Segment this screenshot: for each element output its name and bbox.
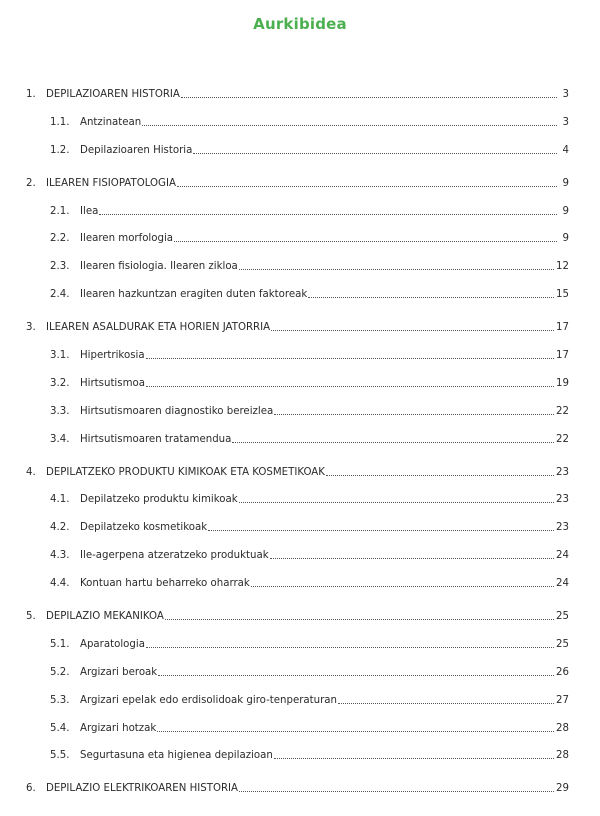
toc-entry-page-number: 3 xyxy=(562,89,569,100)
toc-entry-number: 2.4. xyxy=(50,289,70,301)
dot-leader xyxy=(270,549,554,559)
toc-entry-page-number: 22 xyxy=(556,433,569,445)
toc-section-entry[interactable] xyxy=(26,232,569,260)
toc-entry-page-number: 23 xyxy=(556,522,569,534)
toc-entry-page-number: 9 xyxy=(562,205,569,217)
dot-leader xyxy=(146,638,554,648)
toc-entry-label: Argizari epelak edo erdisolidoak giro-tenperaturan xyxy=(80,694,337,706)
toc-entry-number: 5.1. xyxy=(50,638,70,650)
toc-section-entry[interactable] xyxy=(26,144,569,172)
toc-entry-number: 2.3. xyxy=(50,261,70,273)
toc-entry-page-number: 25 xyxy=(556,638,569,650)
toc-entry-label: Depilazioaren Historia xyxy=(80,144,193,156)
toc-entry-page-number: 12 xyxy=(556,261,569,273)
toc-entry-page-number: 24 xyxy=(556,550,569,562)
toc-section-entry[interactable] xyxy=(26,205,569,233)
toc-chapter-entry[interactable] xyxy=(26,88,569,116)
toc-entry-page-number: 27 xyxy=(556,694,569,706)
toc-entry-number: 6. xyxy=(26,783,36,795)
toc-entry-page-number: 25 xyxy=(556,611,569,623)
toc-entry-page-number: 15 xyxy=(556,289,569,301)
toc-entry-number: 3. xyxy=(26,322,36,334)
toc-entry-page-number: 28 xyxy=(556,750,569,762)
toc-entry-label: Segurtasuna eta higienea depilazioan xyxy=(80,750,273,762)
toc-entry-page-number: 28 xyxy=(556,722,569,734)
dot-leader xyxy=(326,466,554,476)
toc-entry-number: 5.2. xyxy=(50,666,70,678)
toc-entry-page-number: 24 xyxy=(556,578,569,590)
toc-section-entry[interactable] xyxy=(26,433,569,461)
toc-section-entry[interactable] xyxy=(26,694,569,722)
toc-entry-label: DEPILAZIO ELEKTRIKOAREN HISTORIA xyxy=(46,783,239,795)
toc-entry-number: 4. xyxy=(26,466,36,478)
dot-leader xyxy=(99,205,557,215)
toc-entry-label: DEPILAZIOAREN HISTORIA xyxy=(46,89,180,100)
toc-entry-page-number: 19 xyxy=(556,377,569,389)
toc-entry-label: Depilatzeko produktu kimikoak xyxy=(80,494,238,506)
dot-leader xyxy=(146,377,554,387)
toc-entry-number: 5. xyxy=(26,611,36,623)
dot-leader xyxy=(239,782,554,792)
toc-section-entry[interactable] xyxy=(26,577,569,605)
dot-leader xyxy=(165,610,554,620)
toc-entry-number: 1. xyxy=(26,89,36,100)
toc-entry-number: 4.3. xyxy=(50,550,70,562)
dot-leader xyxy=(193,144,557,154)
toc-section-entry[interactable] xyxy=(26,288,569,316)
toc-entry-number: 2.2. xyxy=(50,233,70,245)
toc-entry-page-number: 29 xyxy=(556,783,569,795)
toc-entry-page-number: 17 xyxy=(556,322,569,334)
toc-entry-page-number: 23 xyxy=(556,466,569,478)
dot-leader xyxy=(239,493,554,503)
toc-entry-number: 1.1. xyxy=(50,116,70,128)
toc-chapter-entry[interactable] xyxy=(26,321,569,349)
toc-entry-label: Hirtsutismoaren diagnostiko bereizlea xyxy=(80,405,274,417)
toc-entry-label: ILEAREN FISIOPATOLOGIA xyxy=(46,177,176,189)
toc-section-entry[interactable] xyxy=(26,666,569,694)
dot-leader xyxy=(338,694,554,704)
toc-chapter-entry[interactable] xyxy=(26,177,569,205)
toc-entry-label: Kontuan hartu beharreko oharrak xyxy=(80,578,250,590)
dot-leader xyxy=(146,349,554,359)
toc-section-entry[interactable] xyxy=(26,493,569,521)
dot-leader xyxy=(208,521,554,531)
toc-entry-label: Ile-agerpena atzeratzeko produktuak xyxy=(80,550,269,562)
toc-section-entry[interactable] xyxy=(26,749,569,777)
table-of-contents xyxy=(26,88,569,810)
toc-section-entry[interactable] xyxy=(26,260,569,288)
toc-entry-page-number: 3 xyxy=(562,116,569,128)
toc-entry-label: Antzinatean xyxy=(80,116,142,128)
dot-leader xyxy=(181,88,557,98)
dot-leader xyxy=(274,405,554,415)
toc-entry-page-number: 9 xyxy=(562,177,569,189)
toc-entry-number: 4.2. xyxy=(50,522,70,534)
toc-entry-label: Hipertrikosia xyxy=(80,350,145,362)
toc-entry-label: Ilearen fisiologia. Ilearen zikloa xyxy=(80,261,238,273)
dot-leader xyxy=(158,666,554,676)
dot-leader xyxy=(274,749,554,759)
toc-entry-label: Ilearen morfologia xyxy=(80,233,174,245)
toc-entry-label: Argizari beroak xyxy=(80,666,158,678)
toc-section-entry[interactable] xyxy=(26,722,569,750)
toc-entry-number: 5.4. xyxy=(50,722,70,734)
toc-entry-label: Ilea xyxy=(80,205,99,217)
dot-leader xyxy=(177,177,557,187)
dot-leader xyxy=(174,232,557,242)
dot-leader xyxy=(308,288,554,298)
toc-section-entry[interactable] xyxy=(26,405,569,433)
toc-entry-label: DEPILATZEKO PRODUKTU KIMIKOAK ETA KOSMETIKOAK xyxy=(46,466,325,478)
toc-entry-label: Hirtsutismoa xyxy=(80,377,145,389)
toc-entry-page-number: 9 xyxy=(562,233,569,245)
dot-leader xyxy=(142,116,557,126)
toc-entry-number: 2. xyxy=(26,177,36,189)
toc-entry-number: 4.1. xyxy=(50,494,70,506)
toc-entry-number: 5.5. xyxy=(50,750,70,762)
toc-entry-number: 3.1. xyxy=(50,350,70,362)
toc-entry-label: Argizari hotzak xyxy=(80,722,157,734)
toc-entry-number: 5.3. xyxy=(50,694,70,706)
toc-chapter-entry[interactable] xyxy=(26,610,569,638)
dot-leader xyxy=(271,321,554,331)
toc-section-entry[interactable] xyxy=(26,349,569,377)
toc-entry-number: 1.2. xyxy=(50,144,70,156)
toc-entry-label: Ilearen hazkuntzan eragiten duten faktoreak xyxy=(80,289,308,301)
toc-entry-label: Depilatzeko kosmetikoak xyxy=(80,522,208,534)
toc-entry-number: 3.3. xyxy=(50,405,70,417)
page-title: Aurkibidea xyxy=(253,15,347,33)
dot-leader xyxy=(232,433,554,443)
toc-chapter-entry[interactable] xyxy=(26,466,569,494)
toc-entry-label: ILEAREN ASALDURAK ETA HORIEN JATORRIA xyxy=(46,322,271,334)
toc-section-entry[interactable] xyxy=(26,549,569,577)
toc-section-entry[interactable] xyxy=(26,638,569,666)
toc-entry-number: 3.4. xyxy=(50,433,70,445)
dot-leader xyxy=(251,577,554,587)
toc-entry-label: DEPILAZIO MEKANIKOA xyxy=(46,611,164,623)
toc-entry-label: Aparatologia xyxy=(80,638,145,650)
toc-entry-number: 3.2. xyxy=(50,377,70,389)
toc-entry-page-number: 22 xyxy=(556,405,569,417)
toc-section-entry[interactable] xyxy=(26,377,569,405)
dot-leader xyxy=(157,722,554,732)
toc-entry-page-number: 26 xyxy=(556,666,569,678)
toc-entry-number: 4.4. xyxy=(50,578,70,590)
toc-section-entry[interactable] xyxy=(26,521,569,549)
dot-leader xyxy=(239,260,554,270)
toc-entry-label: Hirtsutismoaren tratamendua xyxy=(80,433,232,445)
toc-chapter-entry[interactable] xyxy=(26,782,569,810)
toc-entry-page-number: 23 xyxy=(556,494,569,506)
toc-entry-number: 2.1. xyxy=(50,205,70,217)
toc-section-entry[interactable] xyxy=(26,116,569,144)
toc-entry-page-number: 4 xyxy=(562,144,569,156)
toc-entry-page-number: 17 xyxy=(556,350,569,362)
